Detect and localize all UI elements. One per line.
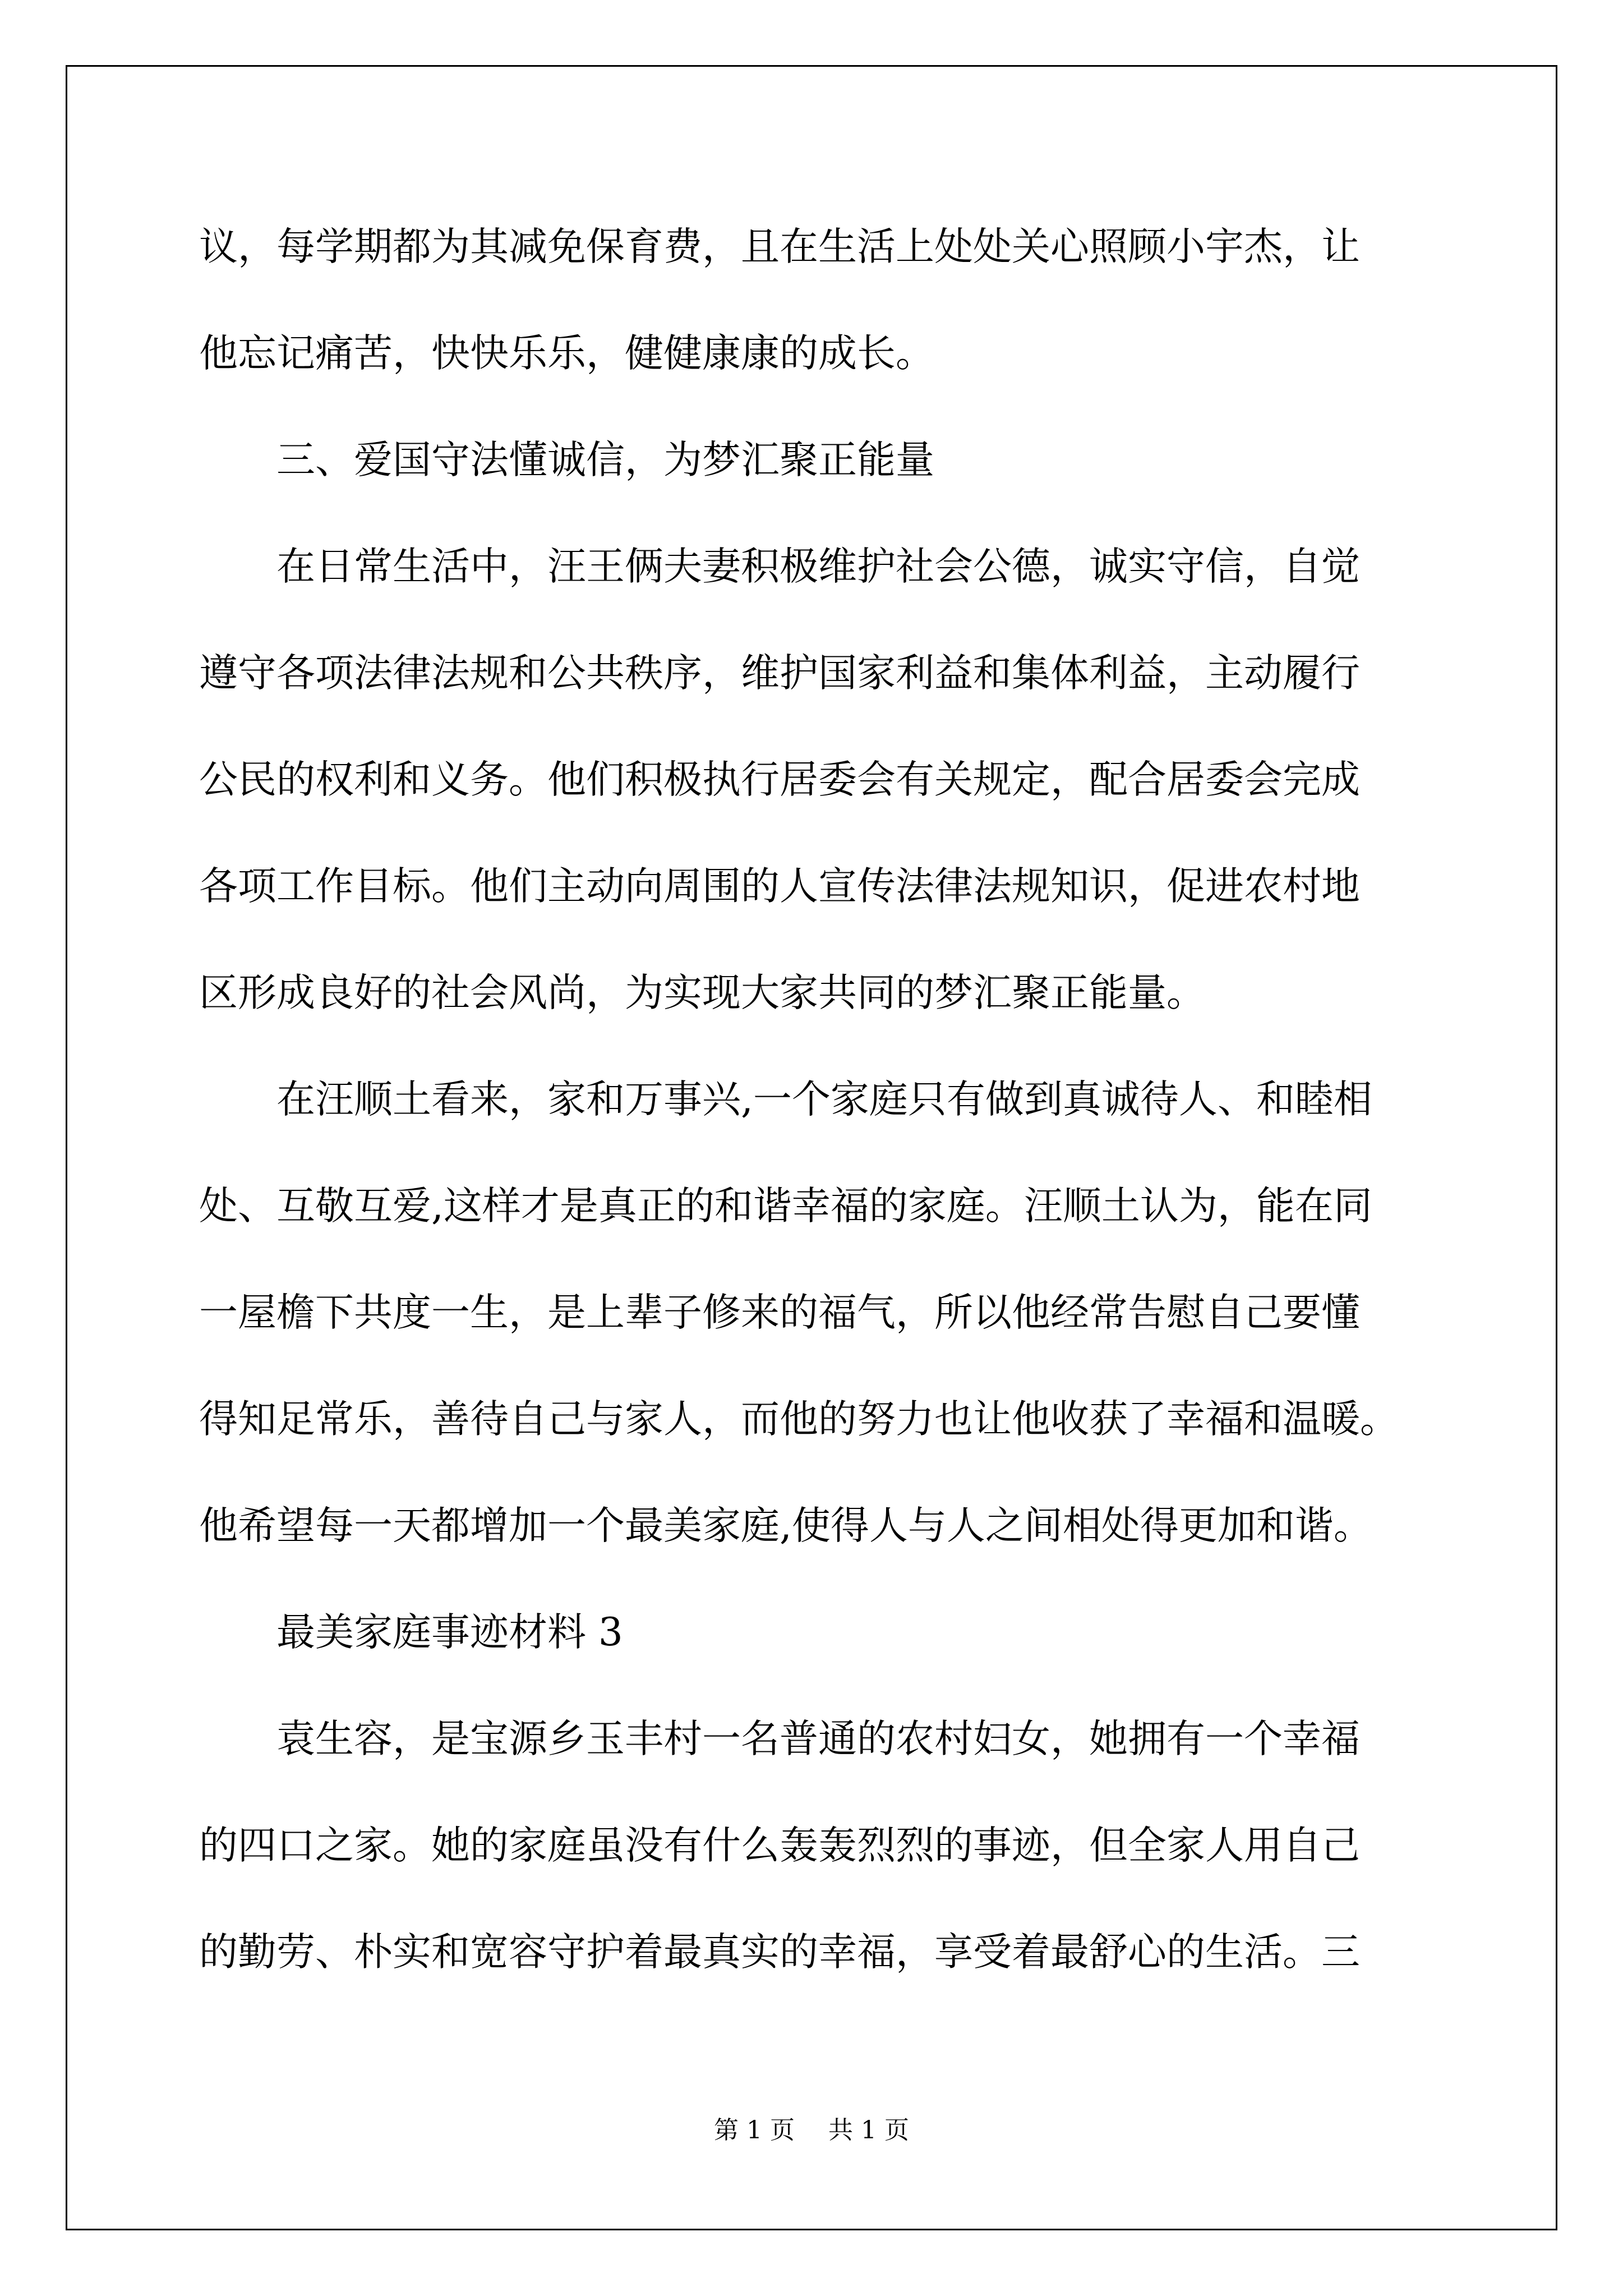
text-line: 议，每学期都为其减免保育费，且在生活上处处关心照顾小宇杰，让: [199, 224, 1360, 269]
text-line: 他希望每一天都增加一个最美家庭,使得人与人之间相处得更加和谐。: [199, 1503, 1372, 1548]
text-line: 一屋檐下共度一生，是上辈子修来的福气，所以他经常告慰自己要懂: [199, 1290, 1360, 1335]
text-line: 遵守各项法律法规和公共秩序，维护国家利益和集体利益，主动履行: [199, 651, 1360, 696]
page-footer: [0, 2114, 1623, 2147]
text-line: 袁生容，是宝源乡玉丰村一名普通的农村妇女，她拥有一个幸福: [276, 1717, 1360, 1761]
document-body: [199, 222, 1427, 2033]
text-line: 区形成良好的社会风尚，为实现大家共同的梦汇聚正能量。: [199, 970, 1205, 1015]
text-line: 处、互敬互爱,这样才是真正的和谐幸福的家庭。汪顺土认为，能在同: [199, 1184, 1372, 1228]
section-heading: 三、爱国守法懂诚信，为梦汇聚正能量: [276, 438, 934, 482]
text-line: 公民的权利和义务。他们积极执行居委会有关规定，配合居委会完成: [199, 757, 1360, 802]
page-total: 共 1 页: [828, 2116, 909, 2145]
section-title: 最美家庭事迹材料 3: [276, 1610, 623, 1655]
text-line: 在汪顺土看来，家和万事兴,一个家庭只有做到真诚待人、和睦相: [276, 1077, 1372, 1122]
page-number: 第 1 页: [714, 2116, 795, 2145]
text-line: 他忘记痛苦，快快乐乐，健健康康的成长。: [199, 331, 934, 376]
text-line: 各项工作目标。他们主动向周围的人宣传法律法规知识，促进农村地: [199, 864, 1360, 909]
text-line: 的四口之家。她的家庭虽没有什么轰轰烈烈的事迹，但全家人用自己: [199, 1823, 1360, 1868]
text-line: 的勤劳、朴实和宽容守护着最真实的幸福，享受着最舒心的生活。三: [199, 1930, 1360, 1975]
text-line: 在日常生活中，汪王俩夫妻积极维护社会公德，诚实守信，自觉: [276, 544, 1360, 589]
text-line: 得知足常乐，善待自己与家人，而他的努力也让他收获了幸福和温暖。: [199, 1397, 1399, 1442]
